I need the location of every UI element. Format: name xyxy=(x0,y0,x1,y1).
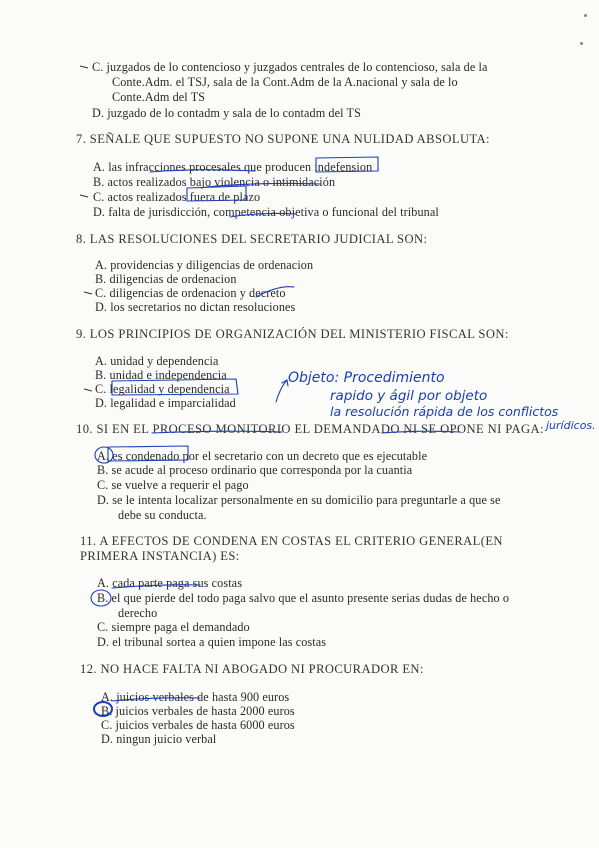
q10-option-a: A. es condenado por el secretario con un decreto que es ejecutable xyxy=(97,449,428,463)
q11-option-a: A. cada parte paga sus costas xyxy=(97,576,243,590)
q11-title-line1: 11. A EFECTOS DE CONDENA EN COSTAS EL CRITERIO GENERAL(EN xyxy=(80,534,503,548)
q8-option-b: B. diligencias de ordenacion xyxy=(95,272,237,286)
q7-box-fuera-de-plazo xyxy=(187,186,246,201)
q7-option-d: D. falta de jurisdicción, competencia objetiva o funcional del tribunal xyxy=(93,205,439,219)
handwritten-note-line2: rapido y ágil por objeto xyxy=(330,388,488,404)
q11-answer-circle-b xyxy=(91,590,111,606)
q8-option-d: D. los secretarios no dictan resoluciones xyxy=(95,300,296,314)
q9-title: 9. LOS PRINCIPIOS DE ORGANIZACIÓN DEL MINISTERIO FISCAL SON: xyxy=(76,327,509,341)
q11-option-b-line2: derecho xyxy=(118,606,158,620)
q10-answer-circle-a xyxy=(95,447,113,463)
q11-underline-cada-parte xyxy=(112,585,200,588)
q9-option-c: C. legalidad y dependencia xyxy=(95,382,230,396)
q9-option-d: D. legalidad e imparcialidad xyxy=(95,396,236,410)
scan-speck-2 xyxy=(580,42,583,45)
q6-option-d: D. juzgado de lo contadm y sala de lo contadm del TS xyxy=(92,106,361,120)
q9-option-b: B. unidad e independencia xyxy=(95,368,227,382)
q8-margin-tick xyxy=(84,292,92,294)
q12-answer-circle-b xyxy=(94,702,112,716)
q9-option-a: A. unidad y dependencia xyxy=(95,354,219,368)
q6-option-c-line2: Conte.Adm. el TSJ, sala de la Cont.Adm de la A.nacional y sala de lo xyxy=(112,75,458,89)
q10-title: 10. SI EN EL PROCESO MONITORIO EL DEMANDADO NI SE OPONE NI PAGA: xyxy=(76,422,544,436)
q9-box-legalidad-dependencia xyxy=(112,379,238,395)
q8-option-a: A. providencias y diligencias de ordenacion xyxy=(95,258,314,272)
q10-option-d-line1: D. se le intenta localizar personalmente en su domicilio para preguntarle a que se xyxy=(97,493,501,507)
q8-underline-decreto xyxy=(256,287,294,297)
q10-underline-ni-se-opone xyxy=(382,431,460,433)
q6-margin-tick xyxy=(80,66,88,68)
q6-option-c-line3: Conte.Adm del TS xyxy=(112,90,206,104)
q7-option-a: A. las infracciones procesales que producen indefension xyxy=(93,160,373,174)
q11-option-d: D. el tribunal sortea a quien impone las costas xyxy=(97,635,327,649)
q12-title: 12. NO HACE FALTA NI ABOGADO NI PROCURADOR EN: xyxy=(80,662,424,676)
q8-title: 8. LAS RESOLUCIONES DEL SECRETARIO JUDICIAL SON: xyxy=(76,232,428,246)
q9-margin-tick xyxy=(84,389,92,391)
q7-box-indefension xyxy=(316,157,378,172)
handwritten-note-line1: Objeto: Procedimiento xyxy=(288,370,445,386)
q10-underline-proceso-monitorio xyxy=(152,431,282,433)
q12-option-a: A. juicios verbales de hasta 900 euros xyxy=(101,690,290,704)
q7-option-b: B. actos realizados bajo violencia o intimidación xyxy=(93,175,336,189)
q9-arrow-to-note xyxy=(276,380,288,402)
handwritten-note-line3: la resolución rápida de los conflictos xyxy=(330,404,559,419)
handwritten-note-line4: jurídicos. xyxy=(546,419,596,432)
q10-box-condenado xyxy=(108,446,188,461)
q10-option-c: C. se vuelve a requerir el pago xyxy=(97,478,249,492)
q7-underline-infracciones xyxy=(150,170,255,172)
q7-option-c: C. actos realizados fuera de plazo xyxy=(93,190,261,204)
q11-option-b-line1: B. el que pierde del todo paga salvo que el asunto presente serias dudas de hecho o xyxy=(97,591,510,605)
q6-option-c-line1: C. juzgados de lo contencioso y juzgados centrales de lo contencioso, sala de la xyxy=(92,60,488,74)
scan-speck-1 xyxy=(584,14,587,17)
q7-margin-tick xyxy=(80,195,88,197)
q7-underline-competencia xyxy=(230,213,296,217)
q10-option-b: B. se acude al proceso ordinario que corresponda por la cuantia xyxy=(97,463,413,477)
q11-title-line2: PRIMERA INSTANCIA) ES: xyxy=(80,549,240,563)
q12-option-c: C. juicios verbales de hasta 6000 euros xyxy=(101,718,295,732)
q12-option-d: D. ningun juicio verbal xyxy=(101,732,217,746)
q12-option-b: B. juicios verbales de hasta 2000 euros xyxy=(101,704,295,718)
q10-option-d-line2: debe su conducta. xyxy=(118,508,207,522)
q11-option-c: C. siempre paga el demandado xyxy=(97,620,250,634)
q8-option-c: C. diligencias de ordenacion y decreto xyxy=(95,286,286,300)
q12-underline-900 xyxy=(112,698,200,701)
q7-title: 7. SEÑALE QUE SUPUESTO NO SUPONE UNA NULIDAD ABSOLUTA: xyxy=(76,132,490,146)
